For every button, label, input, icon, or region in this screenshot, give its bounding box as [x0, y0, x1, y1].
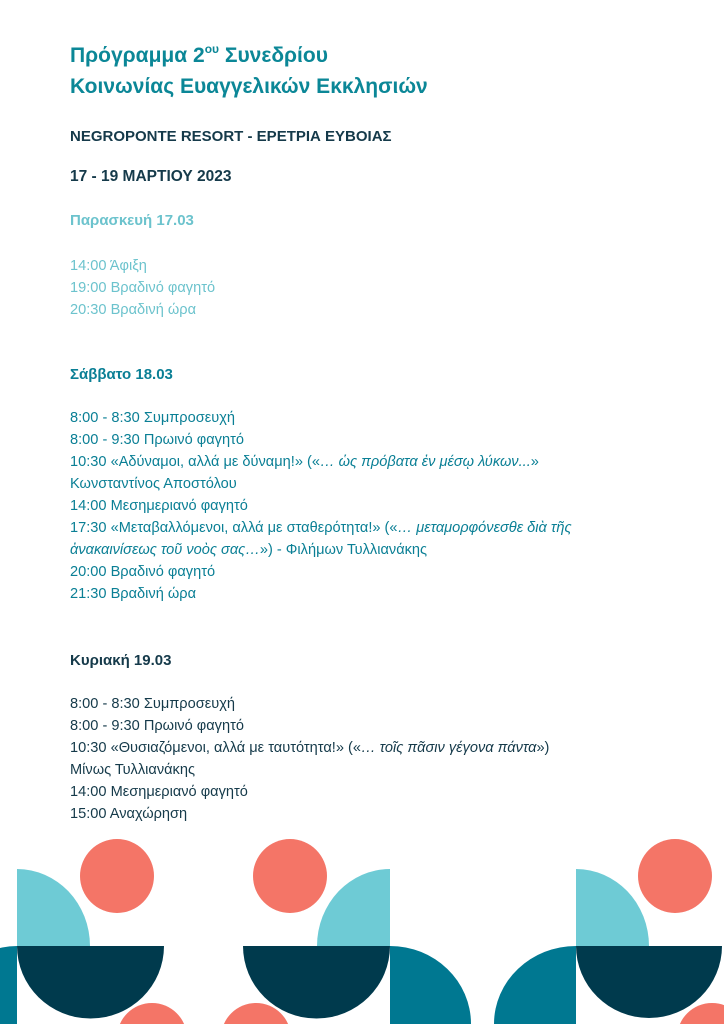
title-text: Συνεδρίου — [219, 44, 328, 67]
talk-quote: … τοῖς πᾶσιν γέγονα πάντα — [360, 740, 537, 756]
list-item: 19:00 Βραδινό φαγητό — [70, 280, 216, 296]
light-quarter-shape — [17, 869, 90, 946]
teal-quarter-shape — [390, 946, 471, 1024]
talk-speaker: ») - Φιλήμων Τυλλιανάκης — [259, 542, 428, 558]
title-sup: ου — [204, 42, 220, 56]
talk-title: 10:30 «Αδύναμοι, αλλά με δύναμη!» (« — [70, 454, 320, 470]
list-item: Κωνσταντίνος Αποστόλου — [70, 476, 237, 492]
talk-title: 17:30 «Μεταβαλλόμενοι, αλλά με σταθερότητα!» (« — [70, 520, 398, 536]
friday-heading: Παρασκευή 17.03 — [70, 212, 194, 229]
talk-end: » — [530, 454, 539, 470]
light-quarter-shape — [576, 869, 649, 946]
saturday-list — [70, 407, 572, 605]
light-quarter-shape — [317, 869, 390, 946]
talk-end: ») — [536, 740, 550, 756]
saturday-heading: Σάββατο 18.03 — [70, 366, 173, 383]
page-title — [70, 40, 428, 102]
list-item: 21:30 Βραδινή ώρα — [70, 586, 197, 602]
talk-quote: ἀνακαινίσεως τοῦ νοὸς σας… — [70, 542, 260, 558]
venue: NEGROPONTE RESORT - ΕΡΕΤΡΙΑ ΕΥΒΟΙΑΣ — [70, 128, 392, 145]
list-item: Μίνως Τυλλιανάκης — [70, 762, 196, 778]
title-line2: Κοινωνίας Ευαγγελικών Εκκλησιών — [70, 75, 428, 98]
talk-quote: … μεταμορφόνεσθε διὰ τῆς — [397, 520, 572, 536]
talk-title: 10:30 «Θυσιαζόμενοι, αλλά με ταυτότητα!» (« — [70, 740, 361, 756]
coral-circle — [638, 839, 712, 913]
title-text: Πρόγραμμα 2 — [70, 44, 205, 67]
decorative-shapes — [0, 830, 724, 1024]
list-item — [70, 539, 572, 561]
coral-circle — [80, 839, 154, 913]
coral-circle — [253, 839, 327, 913]
sunday-list — [70, 693, 549, 825]
list-item: 14:00 Άφιξη — [70, 258, 147, 274]
teal-quarter-shape — [0, 946, 17, 1024]
list-item: 8:00 - 8:30 Συμπροσευχή — [70, 696, 235, 712]
list-item: 20:30 Βραδινή ώρα — [70, 302, 197, 318]
sunday-heading: Κυριακή 19.03 — [70, 652, 172, 669]
list-item: 8:00 - 8:30 Συμπροσευχή — [70, 410, 235, 426]
list-item: 14:00 Μεσημεριανό φαγητό — [70, 784, 248, 800]
list-item: 8:00 - 9:30 Πρωινό φαγητό — [70, 432, 244, 448]
list-item — [70, 517, 572, 539]
list-item: 15:00 Αναχώρηση — [70, 806, 188, 822]
teal-quarter-shape — [494, 946, 576, 1024]
friday-list — [70, 255, 215, 321]
list-item — [70, 451, 572, 473]
list-item: 20:00 Βραδινό φαγητό — [70, 564, 216, 580]
list-item: 8:00 - 9:30 Πρωινό φαγητό — [70, 718, 244, 734]
dates: 17 - 19 ΜΑΡΤΙΟΥ 2023 — [70, 168, 232, 185]
list-item — [70, 737, 549, 759]
list-item: 14:00 Μεσημεριανό φαγητό — [70, 498, 248, 514]
talk-quote: … ὡς πρόβατα ἐν μέσῳ λύκων... — [319, 454, 531, 470]
